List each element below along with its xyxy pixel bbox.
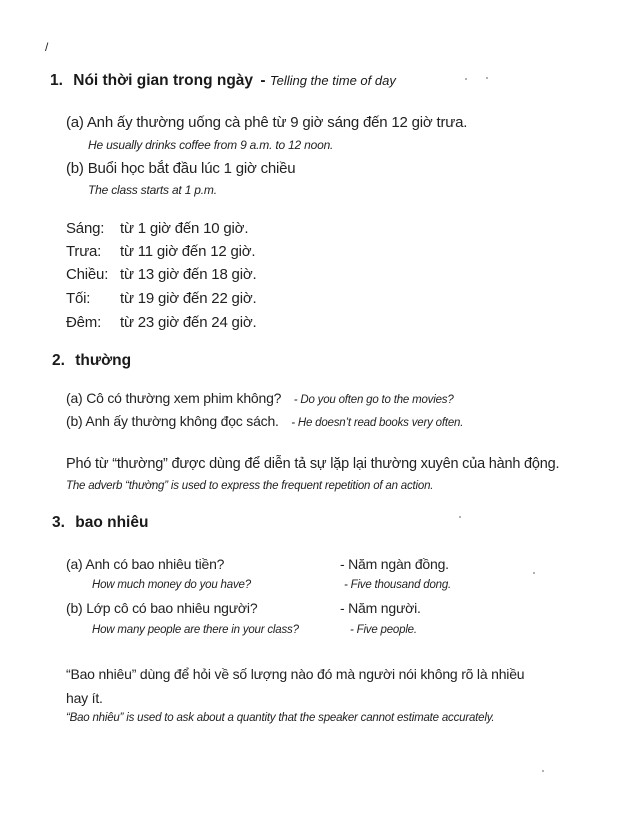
section-2-note-en: The adverb “thường” is used to express the frequent repetition of an action.	[66, 480, 434, 492]
section-3-example-a-a-en: - Five thousand dong.	[344, 579, 452, 591]
section-2-note-vi: Phó từ “thường” được dùng để diễn tả sự lặp lại thường xuyên của hành động.	[66, 456, 560, 472]
section-3-example-b-q-vi: (b) Lớp cô có bao nhiêu người?	[66, 600, 258, 616]
section-1-dash: -	[260, 72, 266, 89]
section-2-title: thường	[75, 352, 132, 369]
section-1-title: Nói thời gian trong ngày	[73, 72, 254, 89]
section-1-heading	[50, 72, 396, 90]
time-range: từ 11 giờ đến 12 giờ.	[120, 243, 256, 260]
section-1-number: 1.	[50, 72, 63, 89]
section-1-title-en: Telling the time of day	[269, 73, 396, 88]
time-range: từ 13 giờ đến 18 giờ.	[120, 266, 257, 283]
time-row-afternoon	[66, 266, 256, 283]
section-3-example-a-a-vi: - Năm ngàn đồng.	[340, 556, 449, 572]
section-3-example-b-a-en: - Five people.	[350, 624, 417, 636]
time-label: Trưa:	[66, 243, 102, 260]
time-row-night	[66, 314, 256, 331]
time-range: từ 19 giờ đến 22 giờ.	[120, 290, 257, 307]
section-1-example-a-vi: (a) Anh ấy thường uống cà phê từ 9 giờ sáng đến 12 giờ trưa.	[66, 114, 468, 131]
section-3-note-vi-line-2: hay ít.	[66, 690, 103, 706]
section-3-number: 3.	[52, 514, 65, 531]
time-label: Sáng:	[66, 220, 105, 237]
section-3-heading	[52, 514, 148, 532]
corner-mark: /	[45, 40, 49, 54]
example-vi: (a) Cô có thường xem phim không?	[66, 390, 282, 406]
section-2-heading	[52, 352, 131, 370]
section-2-example-a	[66, 390, 454, 408]
time-range: từ 1 giờ đến 10 giờ.	[120, 220, 249, 237]
section-3-example-a-q-vi: (a) Anh có bao nhiêu tiền?	[66, 556, 225, 572]
time-row-morning	[66, 220, 248, 237]
section-3-example-a-q-en: How much money do you have?	[92, 579, 251, 591]
example-en: - Do you often go to the movies?	[293, 394, 454, 406]
section-3-example-b-q-en: How many people are there in your class?	[92, 624, 299, 636]
section-1-example-b-vi: (b) Buổi học bắt đầu lúc 1 giờ chiều	[66, 160, 296, 177]
section-1-example-a-en: He usually drinks coffee from 9 a.m. to 12 noon.	[88, 138, 334, 152]
time-label: Đêm:	[66, 314, 102, 331]
section-2-number: 2.	[52, 352, 65, 369]
section-3-note-en: “Bao nhiêu” is used to ask about a quantity that the speaker cannot estimate accurately.	[66, 712, 495, 724]
example-en: - He doesn’t read books very often.	[291, 417, 464, 429]
section-2-example-b	[66, 413, 463, 431]
section-3-title: bao nhiêu	[75, 514, 149, 531]
section-3-note-vi-line-1: “Bao nhiêu” dùng để hỏi về số lượng nào đó mà người nói không rõ là nhiều	[66, 666, 525, 682]
time-label: Chiều:	[66, 266, 109, 283]
section-1-example-b-en: The class starts at 1 p.m.	[88, 183, 217, 197]
section-3-example-b-a-vi: - Năm người.	[340, 600, 421, 616]
time-label: Tối:	[66, 290, 91, 307]
time-range: từ 23 giờ đến 24 giờ.	[120, 314, 257, 331]
time-row-evening	[66, 290, 256, 307]
time-row-noon	[66, 243, 255, 260]
example-vi: (b) Anh ấy thường không đọc sách.	[66, 413, 279, 429]
